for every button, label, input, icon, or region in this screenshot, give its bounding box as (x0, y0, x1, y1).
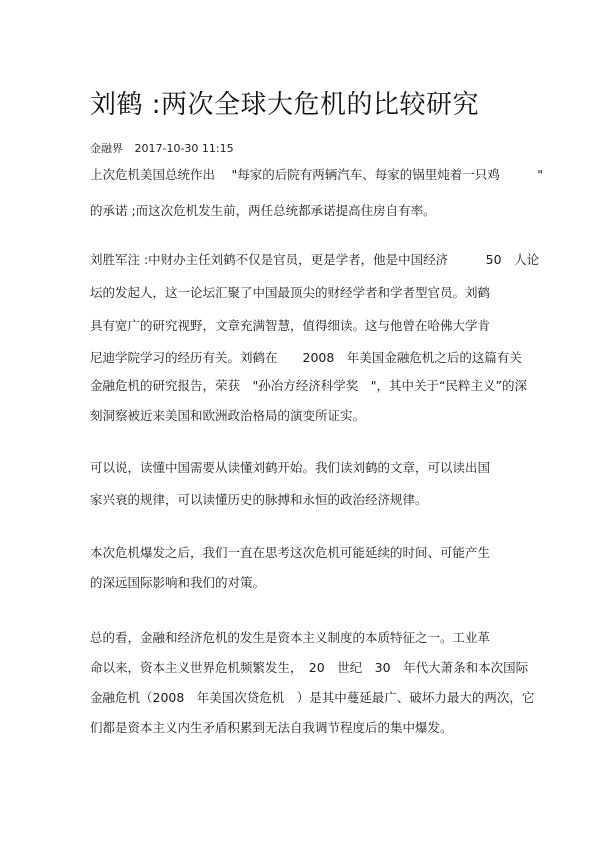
article-source: 金融界 (90, 142, 123, 155)
paragraph-5-line-4: 们都是资本主义内生矛盾积累到无法自我调节程度后的集中爆发。 (90, 720, 453, 735)
paragraph-5-line-1: 总的看，金融和经济危机的发生是资本主义制度的本质特征之一。工业革 (90, 630, 491, 645)
paragraph-1-line-1: 上次危机美国总统作出 "每家的后院有两辆汽车、每家的锅里炖着一只鸡 " (90, 167, 543, 182)
paragraph-5-line-3: 金融危机（2008 年美国次贷危机 ）是其中蔓延最广、破坏力最大的两次，它 (90, 690, 535, 705)
paragraph-3-line-1: 可以说，读懂中国需要从读懂刘鹤开始。我们读刘鹤的文章，可以读出国 (90, 460, 491, 475)
article-datetime: 2017-10-30 11:15 (134, 142, 234, 155)
paragraph-5-line-2: 命以来，资本主义世界危机频繁发生， 20 世纪 30 年代大萧条和本次国际 (90, 660, 529, 675)
article-meta (90, 140, 242, 156)
paragraph-2-line-4: 尼迪学院学习的经历有关。刘鹤在 2008 年美国金融危机之后的这篇有关 (90, 350, 522, 365)
paragraph-3-line-2: 家兴衰的规律，可以读懂历史的脉搏和永恒的政治经济规律。 (90, 492, 428, 507)
paragraph-4-line-1: 本次危机爆发之后，我们一直在思考这次危机可能延续的时间、可能产生 (90, 545, 491, 560)
article-title: 刘鹤 :两次全球大危机的比较研究 (90, 90, 480, 120)
paragraph-2-line-3: 具有宽广的研究视野，文章充满智慧，值得细读。这与他曾在哈佛大学肯 (90, 318, 491, 333)
paragraph-2-line-1: 刘胜军注 :中财办主任刘鹤不仅是官员，更是学者，他是中国经济 50 人论 (90, 252, 540, 267)
paragraph-2-line-5: 金融危机的研究报告，荣获 "孙冶方经济科学奖 "，其中关于“民粹主义”的深 (90, 378, 527, 393)
paragraph-2-line-2: 坛的发起人，这一论坛汇聚了中国最顶尖的财经学者和学者型官员。刘鹤 (90, 285, 491, 300)
paragraph-1-line-2: 的承诺 ;而这次危机发生前，两任总统都承诺提高住房自有率。 (90, 203, 436, 218)
paragraph-4-line-2: 的深远国际影响和我们的对策。 (90, 575, 266, 590)
paragraph-2-line-6: 刻洞察被近来美国和欧洲政治格局的演变所证实。 (90, 408, 366, 423)
